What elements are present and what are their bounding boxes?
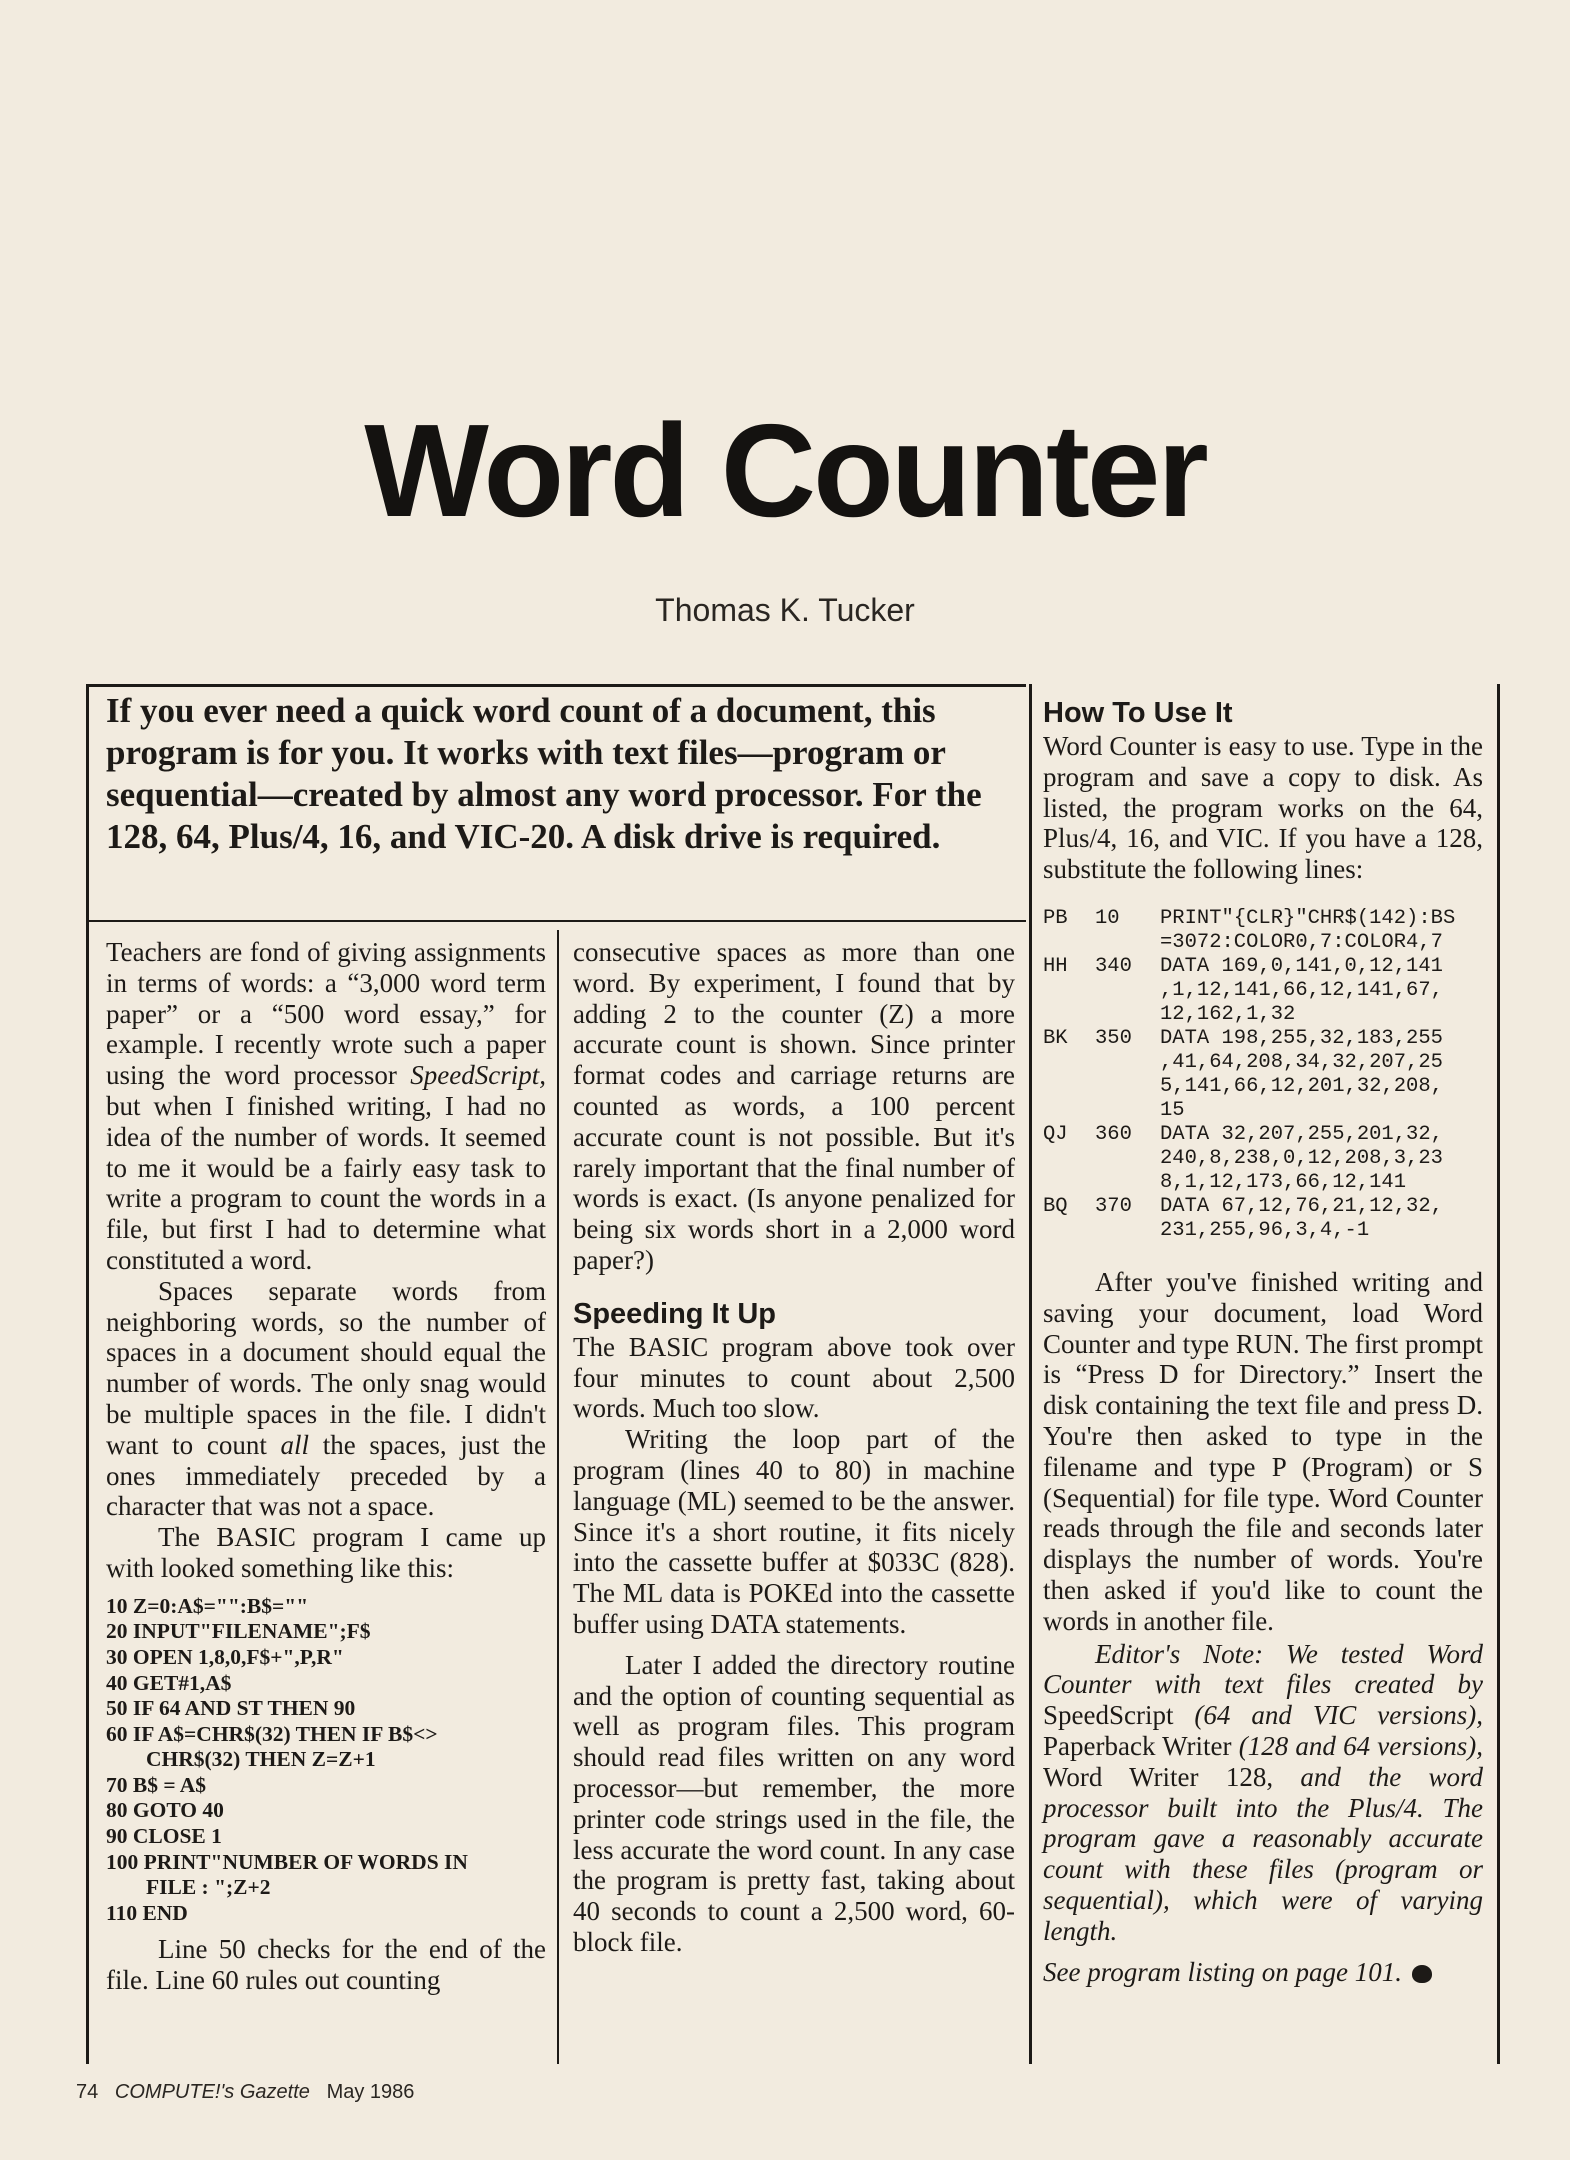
right-vertical-rule bbox=[1497, 684, 1500, 2064]
paragraph: Line 50 checks for the end of the file. Line 60 rules out counting bbox=[106, 1934, 546, 1996]
code-line: 30 OPEN 1,8,0,F$+",P,R" bbox=[106, 1644, 344, 1669]
page-footer bbox=[76, 2081, 414, 2104]
article-intro: If you ever need a quick word count of a document, this program is for you. It works with text files—program or sequential—created by almost any word processor. For the 128, 64, Plus/4, 16, and VIC-20. A disk drive is required. bbox=[106, 691, 982, 856]
end-mark-icon bbox=[1412, 1965, 1432, 1983]
left-vertical-rule bbox=[86, 684, 89, 2064]
listing-row: QJ 360 DATA 32,207,255,201,32, bbox=[1043, 1122, 1443, 1146]
listing-row: HH 340 DATA 169,0,141,0,12,141 bbox=[1043, 954, 1443, 978]
column-1 bbox=[106, 937, 546, 1996]
column-rule-2 bbox=[1029, 684, 1032, 2064]
issue-date: May 1986 bbox=[326, 2081, 415, 2103]
column-2 bbox=[573, 937, 1015, 1958]
listing-continuation: 15 bbox=[1160, 1098, 1185, 1122]
listing-continuation: 240,8,238,0,12,208,3,23 bbox=[1160, 1146, 1443, 1170]
listing-continuation: ,1,12,141,66,12,141,67, bbox=[1160, 978, 1443, 1002]
listing-continuation: 8,1,12,173,66,12,141 bbox=[1160, 1170, 1407, 1194]
listing-row: BQ 370 DATA 67,12,76,21,12,32, bbox=[1043, 1194, 1443, 1218]
article-title: Word Counter bbox=[364, 397, 1206, 544]
listing-continuation: 5,141,66,12,201,32,208, bbox=[1160, 1074, 1443, 1098]
code-line: 10 Z=0:A$="":B$="" bbox=[106, 1593, 309, 1618]
code-line: 50 IF 64 AND ST THEN 90 bbox=[106, 1696, 356, 1721]
section-heading-how-to-use: How To Use It bbox=[1043, 697, 1233, 729]
code-line: 90 CLOSE 1 bbox=[106, 1824, 222, 1849]
listing-continuation: =3072:COLOR0,7:COLOR4,7 bbox=[1160, 930, 1443, 954]
paragraph: Writing the loop part of the program (lines 40 to 80) in machine language (ML) seemed to be the answer. Since it's a short routine, it fits nicely into the cassette buffer at $033C (828). The ML data is POKEd into the cassette buffer using DATA statements. bbox=[573, 1424, 1015, 1639]
listing-continuation: ,41,64,208,34,32,207,25 bbox=[1160, 1050, 1443, 1074]
paragraph: Teachers are fond of giving assignments in terms of words: a “3,000 word term paper” or a “500 word essay,” for example. I recently wrote such a paper using the word processor SpeedScript, but when I finished writing, I had no idea of the number of words. It seemed to me it would be a fairly easy task to write a program to count the words in a file, but first I had to determine what constituted a word. bbox=[106, 937, 546, 1275]
paragraph: consecutive spaces as more than one word. By experiment, I found that by adding 2 to the counter (Z) a more accurate count is shown. Since printer format codes and carriage returns are counted as words, a 100 percent accurate count is not possible. But it's rarely important that the final number of words is exact. (Is anyone penalized for being six words short in a 2,000 word paper?) bbox=[573, 937, 1015, 1275]
code-line: 70 B$ = A$ bbox=[106, 1772, 207, 1797]
code-line: 20 INPUT"FILENAME";F$ bbox=[106, 1619, 371, 1644]
publication-name: COMPUTE!'s Gazette bbox=[114, 2081, 310, 2103]
program-128-listing bbox=[1043, 907, 1483, 1243]
code-line: 60 IF A$=CHR$(32) THEN IF B$<> bbox=[106, 1721, 438, 1746]
code-line: 110 END bbox=[106, 1900, 188, 1925]
code-line: 80 GOTO 40 bbox=[106, 1798, 224, 1823]
editors-note: Editor's Note: We tested Word Counter with text files created by SpeedScript (64 and VIC versions), Paperback Writer (128 and 64 versions), Word Writer 128, and the word processor built into the Plus/4. The program gave a reasonably accurate count with these files (program or sequential), which were of varying length. bbox=[1043, 1638, 1484, 1946]
article-author: Thomas K. Tucker bbox=[655, 592, 915, 628]
paragraph: The BASIC program I came up with looked something like this: bbox=[106, 1522, 546, 1583]
see-listing: See program listing on page 101. bbox=[1043, 1957, 1483, 1988]
listing-row: BK 350 DATA 198,255,32,183,255 bbox=[1043, 1026, 1443, 1050]
paragraph: After you've finished writing and saving your document, load Word Counter and type RUN. The first prompt is “Press D for Directory.” Insert the disk containing the text file and press D. You're then asked to type in the filename and type P (Program) or S (Sequential) for file type. Word Counter reads through the file and seconds later displays the number of words. You're then asked if you'd like to count the words in another file. bbox=[1043, 1266, 1483, 1636]
listing-row: PB 10 PRINT"{CLR}"CHR$(142):BS bbox=[1043, 906, 1456, 930]
intro-top-rule bbox=[86, 684, 1026, 687]
paragraph: Word Counter is easy to use. Type in the program and save a copy to disk. As listed, the program works on the 64, Plus/4, 16, and VIC. If you have a 128, substitute the following lines: bbox=[1043, 731, 1483, 885]
basic-program-listing bbox=[106, 1594, 546, 1927]
column-3 bbox=[1043, 695, 1483, 1987]
code-line: FILE : ";Z+2 bbox=[146, 1875, 271, 1900]
code-line: 100 PRINT"NUMBER OF WORDS IN bbox=[106, 1849, 468, 1874]
paragraph: The BASIC program above took over four minutes to count about 2,500 words. Much too slow. bbox=[573, 1331, 1015, 1424]
code-line: 40 GET#1,A$ bbox=[106, 1670, 232, 1695]
section-heading-speeding: Speeding It Up bbox=[573, 1297, 776, 1330]
intro-bottom-rule bbox=[86, 920, 1026, 922]
column-rule-1 bbox=[557, 930, 559, 2064]
paragraph: Later I added the directory routine and the option of counting sequential as well as program files. This program should read files written on any word processor—but remember, the more printer code strings used in the file, the less accurate the word count. In any case the program is pretty fast, taking about 40 seconds to count a 2,500 word, 60-block file. bbox=[573, 1649, 1015, 1957]
listing-continuation: 12,162,1,32 bbox=[1160, 1002, 1296, 1026]
paragraph: Spaces separate words from neighboring words, so the number of spaces in a document should equal the number of words. The only snag would be multiple spaces in the file. I didn't want to count all the spaces, just the ones immediately preceded by a character that was not a space. bbox=[106, 1275, 546, 1522]
listing-continuation: 231,255,96,3,4,-1 bbox=[1160, 1218, 1370, 1242]
code-line: CHR$(32) THEN Z=Z+1 bbox=[146, 1747, 376, 1772]
page-number: 74 bbox=[76, 2081, 99, 2103]
